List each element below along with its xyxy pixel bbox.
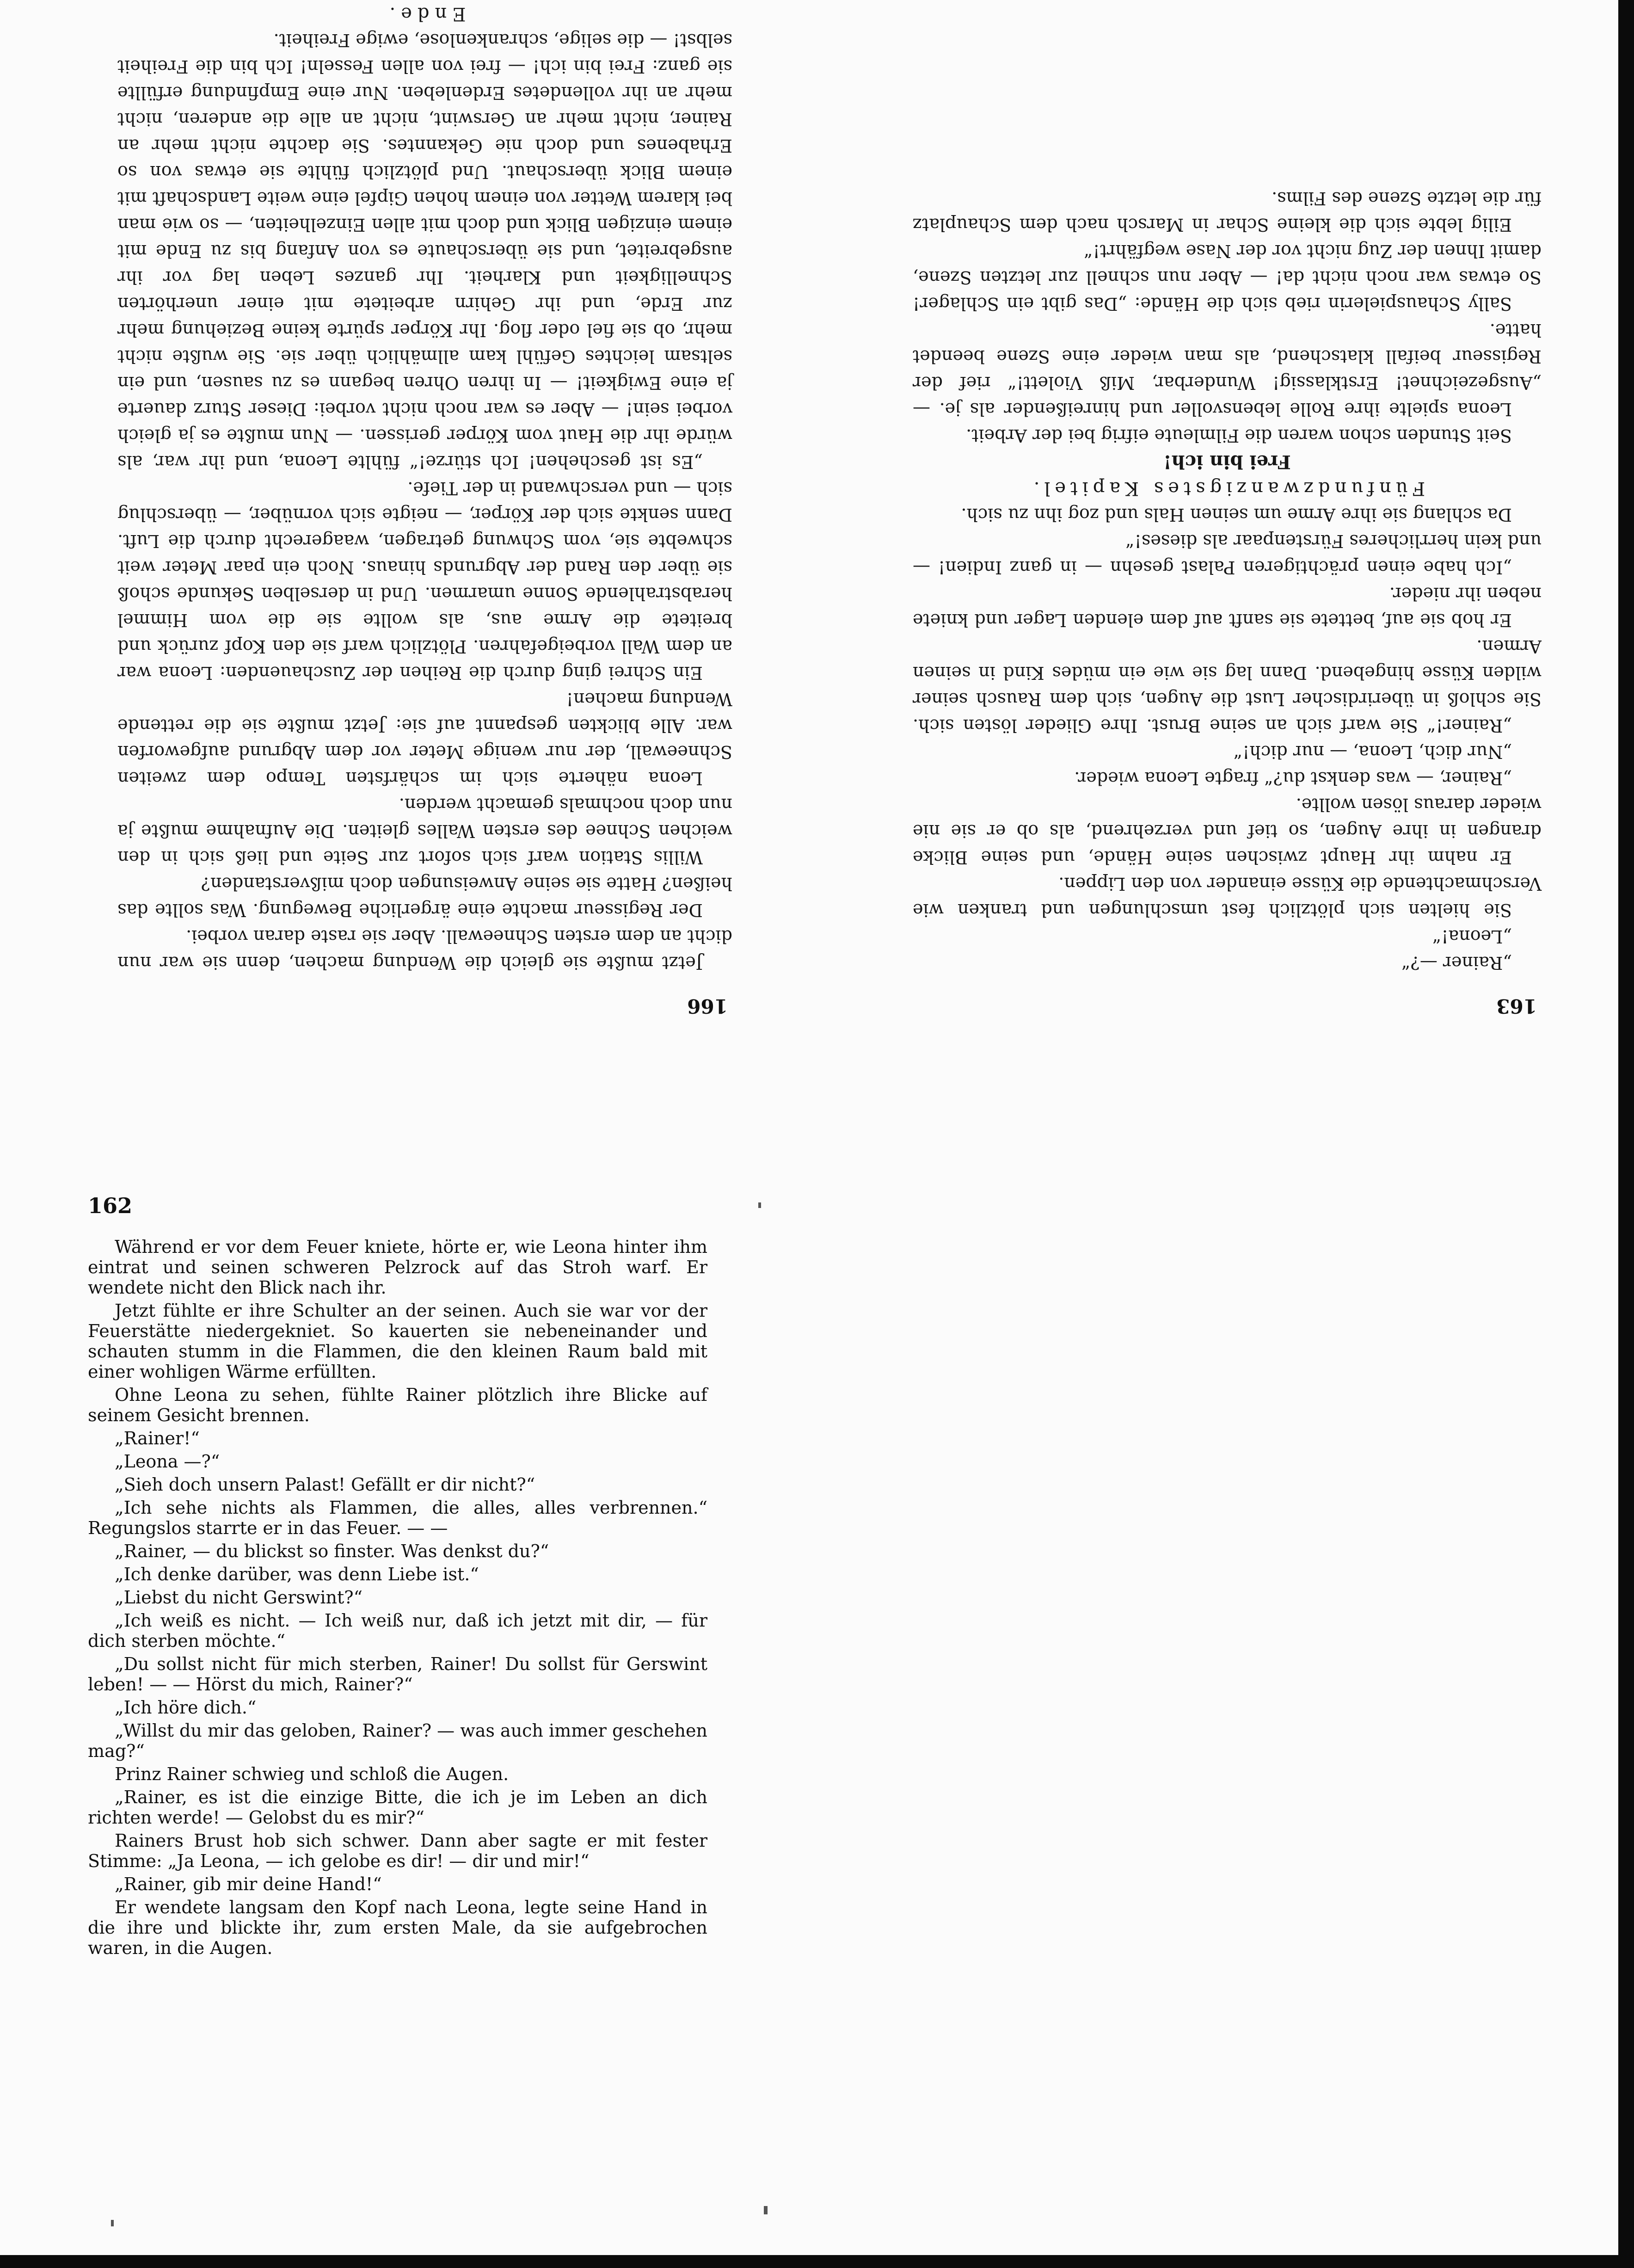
paragraph: Sally Schauspielerin rieb sich die Hände: „Das gibt ein Schlager! So etwas war noch nicht da! — Aber nun schnell zur letzten Szene, damit Ihnen der Zug nicht vor der Nase wegfährt!“ <box>913 241 1542 314</box>
paragraph: Ohne Leona zu sehen, fühlte Rainer plötzlich ihre Blicke auf seinem Gesicht brennen. <box>88 1385 707 1425</box>
scan-border-right <box>1618 0 1634 2268</box>
paragraph: „Leona —?“ <box>115 1451 220 1472</box>
paragraph: Er nahm ihr Haupt zwischen seine Hände, und seine Blicke drangen in ihre Augen, so tief und verzehrend, als ob er sie nie wieder daraus lösen wollte. <box>913 795 1542 868</box>
paragraph: Willis Station warf sich sofort zur Seite und ließ sich in den weichen Schnee des ersten Walles gleiten. Die Aufnahme mußte ja nun doch nochmals gemacht werden. <box>117 795 732 868</box>
upside-down-page-pair <box>0 0 1634 1110</box>
chapter-title: Fünfundzwanzigstes Kapitel. <box>1029 478 1425 499</box>
paragraph: „Rainer!“ Sie warf sich an seine Brust. Ihre Glieder lösten sich. Sie schloß in überirdischer Lust die Augen, sich dem Rausch seiner wilden Küsse hingebend. Dann lag sie wie ein müdes Kind in seinen Armen. <box>913 636 1542 736</box>
paragraph: „Nur dich, Leona, — nur dich!“ <box>1233 742 1512 762</box>
paragraph: Prinz Rainer schwieg und schloß die Augen. <box>115 1764 509 1784</box>
paragraph: „Ich sehe nichts als Flammen, die alles, alles verbrennen.“ Regungslos starrte er in das Feuer. — — <box>88 1498 707 1538</box>
paragraph: „Ich höre dich.“ <box>115 1697 257 1718</box>
page-number-right: 166 <box>687 995 728 1017</box>
paragraph: Leona näherte sich im schärfsten Tempo dem zweiten Schneewall, der nur wenige Meter vor dem Abgrund aufgeworfen war. Alle blickten gespannt auf sie: Jetzt mußte sie die rettende Wendung machen! <box>117 689 732 789</box>
chapter-subtitle: Frei bin ich! <box>1163 451 1291 473</box>
paragraph: „Willst du mir das geloben, Rainer? — was auch immer geschehen mag?“ <box>88 1720 707 1761</box>
scan-border-bottom <box>0 2255 1634 2268</box>
paragraph: „Du sollst nicht für mich sterben, Rainer! Du sollst für Gerswint leben! — — Hörst du mich, Rainer?“ <box>88 1654 707 1695</box>
page-number-left: 163 <box>1496 995 1537 1017</box>
paragraph: Der Regisseur machte eine ärgerliche Bewegung. Was sollte das heißen? Hatte sie seine Anweisungen doch mißverstanden? <box>117 874 732 920</box>
paragraph: Jetzt fühlte er ihre Schulter an der seinen. Auch sie war vor der Feuerstätte niedergekniet. So kauerten sie nebeneinander und schauten stumm in die Flammen, die den kleinen Raum bald mit einer wohligen Wärme erfüllten. <box>88 1300 707 1382</box>
paragraph: Während er vor dem Feuer kniete, hörte er, wie Leona hinter ihm eintrat und seinen schweren Pelzrock auf das Stroh warf. Er wendete nicht den Blick nach ihr. <box>88 1237 707 1298</box>
paragraph: „Ich habe einen prächtigeren Palast gesehn — in ganz Indien! — und kein herrlicheres Fürstenpaar als dieses!“ <box>913 531 1542 578</box>
paragraph: „Leona!“ <box>1432 926 1512 947</box>
paragraph: Jetzt mußte sie gleich die Wendung machen, denn sie war nun dicht an dem ersten Schneewall. Aber sie raste daran vorbei. <box>117 926 732 973</box>
paragraph: „Rainer!“ <box>115 1428 200 1448</box>
left-page-text <box>913 185 1542 976</box>
paragraph: „Es ist geschehen! Ich stürze!“ fühlte Leona, und ihr war, als würde ihr die Haut vom Körper gerissen. — Nun mußte es ja gleich vorbei sein! — Aber es war noch nicht vorbei: Dieser Sturz dauerte ja eine Ewigkeit! — In ihren Ohren begann es zu sausen, und ein seltsam leichtes Gefühl kam allmählich über sie. Sie wußte nicht mehr, ob sie fiel oder flog. Ihr Körper spürte keine Beziehung mehr zur Erde, und ihr Gehirn arbeitete mit einer unerhörten Schnelligkeit und Klarheit. Ihr ganzes Leben lag vor ihr ausgebreitet, und sie überschaute es von Anfang bis zu Ende mit einem einzigen Blick und doch mit allen Einzelheiten, — so wie man bei klarem Wetter von einem hohen Gipfel eine weite Landschaft mit einem Blick überschaut. Und plötzlich fühlte sie etwas von so Erhabenes und doch nie Gekanntes. Sie dachte nicht mehr an Rainer, nicht mehr an Gerswint, nicht an alle die anderen, nicht mehr an ihr vollendetes Erdenleben. Nur eine Empfindung erfüllte sie ganz: Frei bin ich! — frei von allen Fesseln! Ich bin die Freiheit selbst! — die selige, schrankenlose, ewige Freiheit. <box>117 30 732 472</box>
paragraph: „Rainer, — du blickst so finster. Was denkst du?“ <box>115 1541 549 1561</box>
paragraph: Eilig lebte sich die kleine Schar in Marsch nach dem Schauplatz für die letzte Szene des Films. <box>913 188 1542 235</box>
paragraph: „Ich weiß es nicht. — Ich weiß nur, daß ich jetzt mit dir, — für dich sterben möchte.“ <box>88 1610 707 1651</box>
paragraph: Rainers Brust hob sich schwer. Dann aber sagte er mit fester Stimme: „Ja Leona, — ich gelobe es dir! — dir und mir!“ <box>88 1830 707 1871</box>
paragraph: Seit Stunden schon waren die Filmleute eifrig bei der Arbeit. <box>966 425 1512 446</box>
paragraph: Ein Schrei ging durch die Reihen der Zuschauenden: Leona war an dem Wall vorbeigefahren. Plötzlich warf sie den Kopf zurück und breitete die Arme aus, als wollte sie die vom Himmel herabstrahlende Sonne umarmen. Und in derselben Sekunde schoß sie über den Rand der Abgrunds hinaus. Noch ein paar Meter weit schwebte sie, vom Schwung getragen, waagerecht durch die Luft. Dann senkte sich der Körper, — neigte sich vornüber, — überschlug sich — und verschwand in der Tiefe. <box>117 478 732 683</box>
paragraph: „Liebst du nicht Gerswint?“ <box>115 1587 363 1608</box>
paragraph: „Rainer, — was denkst du?“ fragte Leona wieder. <box>1074 768 1512 789</box>
paragraph: „Ich denke darüber, was denn Liebe ist.“ <box>115 1564 479 1584</box>
paragraph: „Rainer, es ist die einzige Bitte, die ich je im Leben an dich richten werde! — Gelobst du es mir?“ <box>88 1787 707 1828</box>
paragraph: „Rainer —?“ <box>1401 953 1512 973</box>
end-mark: Ende. <box>384 3 466 25</box>
paragraph: Da schlang sie ihre Arme um seinen Hals und zog ihn zu sich. <box>961 505 1512 525</box>
lower-page-text <box>88 1237 707 1958</box>
paragraph: Leona spielte ihre Rolle lebensvoller und hinreißender als je. — „Ausgezeichnet! Erstklassig! Wunderbar, Miß Violett!“ rief der Regisseur beifall klatschend, als man wieder eine Szene beendet hatte. <box>913 320 1542 419</box>
paragraph: Er wendete langsam den Kopf nach Leona, legte seine Hand in die ihre und blickte ihr, zum ersten Male, da sie aufgebrochen waren, in die Augen. <box>88 1897 707 1958</box>
scan-mark <box>111 2220 114 2226</box>
right-page-text <box>117 0 732 976</box>
scan-mark <box>764 2206 768 2214</box>
scan-mark <box>758 1202 761 1208</box>
page-number-lower: 162 <box>88 1193 133 1218</box>
paragraph: Sie hielten sich plötzlich fest umschlungen und tranken wie Verschmachtende die Küsse einander von den Lippen. <box>913 874 1542 920</box>
lower-page <box>88 1193 707 1961</box>
paragraph: „Rainer, gib mir deine Hand!“ <box>115 1874 382 1894</box>
paragraph: Er hob sie auf, bettete sie sanft auf dem elenden Lager und kniete neben ihr nieder. <box>913 584 1542 630</box>
paragraph: „Sieh doch unsern Palast! Gefällt er dir nicht?“ <box>115 1474 535 1495</box>
